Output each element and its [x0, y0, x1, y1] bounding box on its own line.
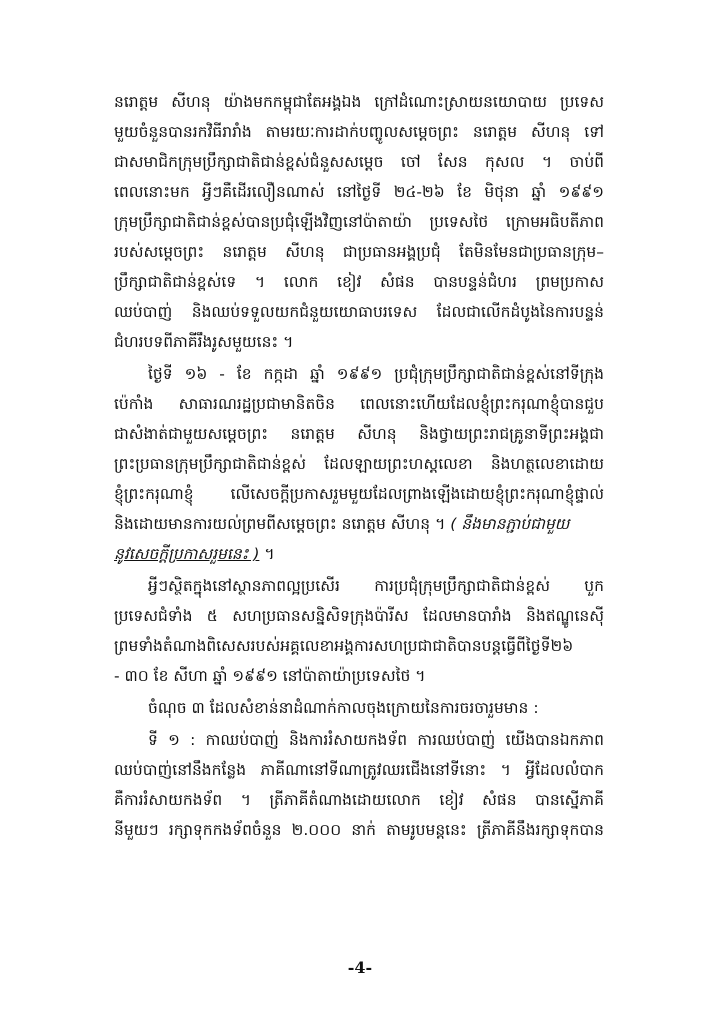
- text-line: ថ្ងៃទី ១៦ - ខែ កក្កដា ឆ្នាំ ១៩៩១ ប្រជុំក្រុមប្រឹក្សាជាតិជាន់ខ្ពស់នៅទីក្រុង: [148, 365, 604, 383]
- text-line: របស់សម្ដេចព្រះ នរោត្ដម សីហនុ ជាប្រធានអង្គប្រជុំ តែមិនមែនជាប្រធានក្រុម–: [114, 243, 604, 261]
- text-line: [114, 509, 604, 539]
- text-line: ព្រះប្រធានក្រុមប្រឹក្សាជាតិជាន់ខ្ពស់ ដែលឡាយព្រះហស្ដលេខា និងហត្ថលេខាដោយ: [114, 455, 604, 473]
- text-segment: ។: [259, 545, 275, 563]
- text-line: ក្រុមប្រឹក្សាជាតិជាន់ខ្ពស់បានប្រជុំឡើងវិញនៅប៉ាតាយ៉ា ប្រទេសថៃ ក្រោមអធិបតីភាព: [114, 213, 604, 231]
- text-line: ជាសំងាត់ជាមួយសម្ដេចព្រះ នរោត្ដម សីហនុ និងថ្វាយព្រះរាជគ្រូនាទីព្រះអង្គជា: [114, 425, 604, 443]
- text-line: គឺការរំសាយកងទ័ព ។ ត្រីភាគីតំណាងដោយលោក ខៀវ សំផន បានស្នើភាគី: [114, 791, 604, 809]
- text-line: [114, 539, 604, 569]
- text-line: ឈប់បាញ់នៅនឹងកន្លែង ភាគីណានៅទីណាត្រូវឈរជើងនៅទីនោះ ។ អ្វីដែលលំបាក: [114, 761, 604, 779]
- text-line: ជាសមាជិកក្រុមប្រឹក្សាជាតិជាន់ខ្ពស់ជំនួសសម្ដេច ចៅ សែន កុសល ។ ចាប់ពី: [114, 153, 604, 171]
- text-line: ទី ១ : កាឈប់បាញ់ និងការរំសាយកងទ័ព ការឈប់បាញ់ យើងបានឯកភាព: [148, 731, 604, 749]
- italic-note: នូវសេចក្ដីប្រកាសរួមនេះ ): [114, 545, 260, 563]
- text-line: ឈប់បាញ់ និងឈប់ទទួលយកជំនួយយោធាបរទេស ដែលជាលើកដំបូងនៃការបន្ទន់: [114, 303, 604, 321]
- text-line: ជំហរបទពីភាគីរឹងរូសមួយនេះ ។: [114, 333, 294, 351]
- text-line: នីមួយៗ រក្សាទុកកងទ័ពចំនួន ២.០០០ នាក់ តាមរូបមន្ដនេះ ត្រីភាគីនឹងរក្សាទុកបាន: [114, 821, 604, 839]
- text-line: មួយចំនួនបានរកវិធីរារាំង តាមរយៈការដាក់បញ្ចូលសម្ដេចព្រះ នរោត្ដម សីហនុ ទៅ: [114, 123, 604, 141]
- text-line: ប៉េកាំង សាធារណរដ្ឋប្រជាមានិតចិន ពេលនោះហើយដែលខ្ញុំព្រះករុណាខ្ញុំបានជួប: [114, 395, 604, 413]
- text-segment: និងដោយមានការយល់ព្រមពីសម្ដេចព្រះ នរោត្ដម សីហនុ ។: [114, 515, 446, 533]
- text-line: ចំណុច ៣ ដែលសំខាន់នាដំណាក់កាលចុងក្រោយនៃការចរចារួមមាន :: [148, 699, 539, 717]
- text-line: ពេលនោះមក អ្វីៗគឺដើរលឿនណាស់ នៅថ្ងៃទី ២៤-២៦ ខែ មិថុនា ឆ្នាំ ១៩៩១: [114, 183, 604, 201]
- text-line: - ៣០ ខែ សីហា ឆ្នាំ ១៩៩១ នៅប៉ាតាយ៉ាប្រទេសថៃ ។: [114, 667, 426, 685]
- text-line: ប្រឹក្សាជាតិជាន់ខ្ពស់ទេ ។ លោក ខៀវ សំផន បានបន្ទន់ជំហរ ព្រមប្រកាស: [114, 273, 604, 291]
- page-number: -4-: [347, 958, 373, 977]
- text-line: ព្រមទាំងតំណាងពិសេសរបស់អគ្គលេខាអង្គការសហប្រជាជាតិបានបន្ដធ្វើពីថ្ងៃទី២៦: [114, 637, 574, 655]
- italic-note: ( នឹងមានភ្ជាប់ជាមួយ: [450, 515, 570, 533]
- text-line: ប្រទេសជំទាំង ៥ សហប្រធានសន្និសិទក្រុងប៉ារីស ដែលមានបារាំង និងឥណ្ឌូនេស៊ី: [114, 607, 604, 625]
- text-line: អ្វីៗស្ថិតក្នុងនៅស្ថានភាពល្អប្រសើរ ការប្រជុំក្រុមប្រឹក្សាជាតិជាន់ខ្ពស់ បួក: [148, 577, 604, 595]
- text-line: នរោត្ដម សីហនុ យ៉ាងមកកម្ពុជាតែអង្គឯង ក្រៅដំណោះស្រាយនយោបាយ ប្រទេស: [114, 93, 604, 111]
- text-line: ខ្ញុំព្រះករុណាខ្ញុំ លើសេចក្ដីប្រកាសរួមមួយដែលព្រាងឡើងដោយខ្ញុំព្រះករុណាខ្ញុំផ្ទាល់: [114, 485, 604, 503]
